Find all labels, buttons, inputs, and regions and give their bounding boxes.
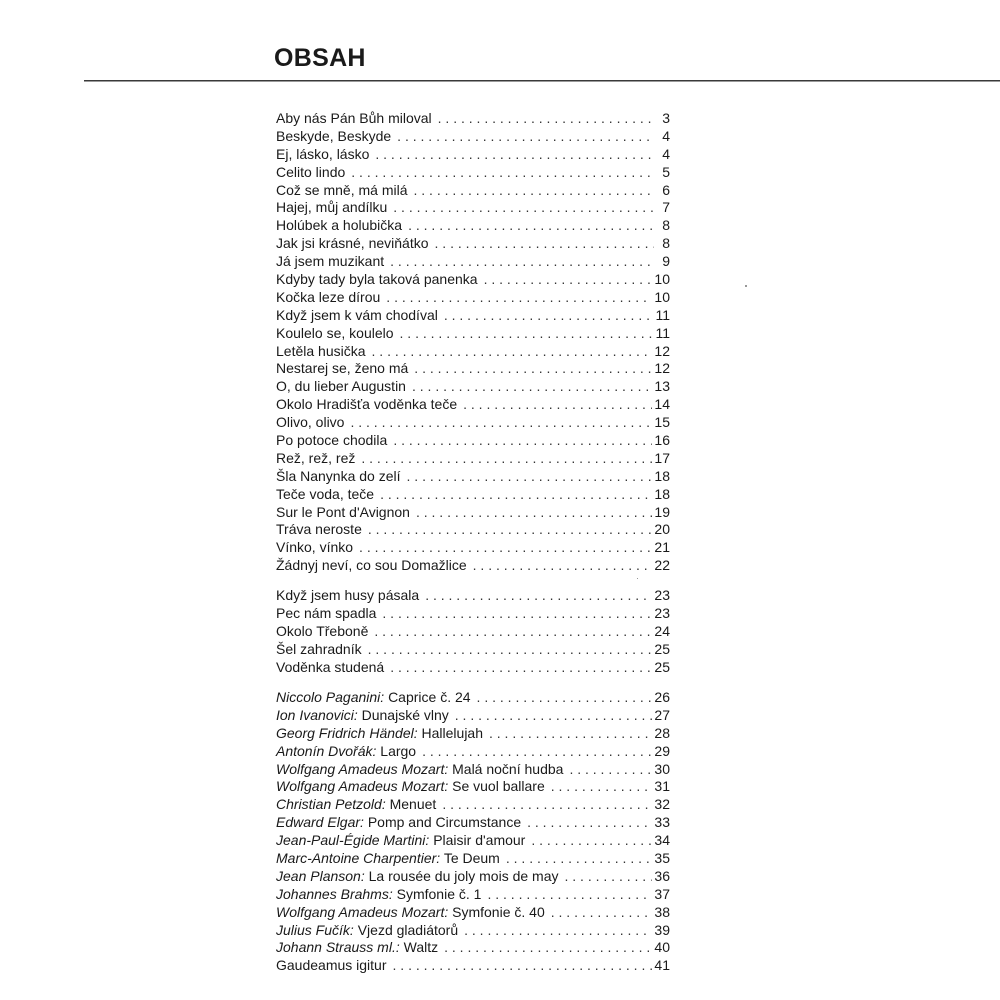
toc-entry-label xyxy=(276,414,344,432)
toc-entry-title: Caprice č. 24 xyxy=(388,689,471,705)
title-divider xyxy=(84,80,1000,82)
dot-leader xyxy=(444,307,654,325)
toc-entry-label xyxy=(276,450,355,468)
toc-entry-page-number: 29 xyxy=(654,742,670,759)
toc-entry-label xyxy=(276,939,438,957)
toc-entry-title: Holúbek a holubička xyxy=(276,217,403,234)
toc-entry xyxy=(276,957,670,975)
toc-entry xyxy=(276,253,670,271)
toc-entry-page-number: 26 xyxy=(654,689,670,705)
toc-entry-title: Což se mně, má milá xyxy=(276,181,408,198)
toc-entry-title: Koulelo se, koulelo xyxy=(276,324,394,341)
toc-entry-title: Gaudeamus igitur xyxy=(276,957,387,974)
toc-entry-page-number: 11 xyxy=(655,306,670,323)
toc-entry-page-number: 10 xyxy=(654,288,670,305)
toc-entry-label xyxy=(276,325,394,343)
toc-entry-label xyxy=(276,904,545,922)
toc-entry-page-number: 23 xyxy=(654,604,670,621)
dot-leader xyxy=(484,271,653,289)
toc-entry-composer: Jean-Paul-Égide Martini: xyxy=(276,832,430,849)
toc-entry-label xyxy=(276,605,376,623)
toc-entry xyxy=(276,605,670,623)
toc-entry-title: Šel zahradník xyxy=(276,640,362,657)
toc-entry-label xyxy=(276,539,353,557)
toc-entry-title: Když jsem k vám chodíval xyxy=(276,306,438,323)
toc-entry xyxy=(276,725,670,743)
toc-entry xyxy=(276,199,670,217)
toc-entry xyxy=(276,504,670,522)
dot-leader xyxy=(416,504,652,522)
toc-entry xyxy=(276,939,670,957)
toc-entry-composer: Niccolo Paganini: xyxy=(276,689,385,705)
toc-entry xyxy=(276,886,670,904)
toc-entry-label xyxy=(276,886,481,904)
toc-entry-label xyxy=(276,307,438,325)
toc-entry-label xyxy=(276,796,436,814)
toc-entry-title: Se vuol ballare xyxy=(452,778,545,795)
toc-entry-label xyxy=(276,521,362,539)
toc-entry-title: Vínko, vínko xyxy=(276,539,354,556)
toc-entry-title: Olivo, olivo xyxy=(276,414,345,431)
toc-entry-label xyxy=(276,850,500,868)
toc-entry-page-number: 4 xyxy=(662,145,670,162)
toc-entry-label xyxy=(276,235,429,253)
toc-entry-label xyxy=(276,922,458,940)
toc-entry-title: Jak jsi krásné, neviňátko xyxy=(276,235,429,252)
toc-entry-page-number: 16 xyxy=(654,432,670,449)
toc-entry xyxy=(276,761,670,779)
toc-entry-label xyxy=(276,814,521,832)
toc-entry-page-number: 36 xyxy=(654,867,670,884)
toc-entry-composer: Ion Ivanovici: xyxy=(276,706,358,723)
dot-leader xyxy=(464,922,652,940)
toc-entry-label xyxy=(276,587,419,605)
toc-entry-title: Tráva neroste xyxy=(276,521,362,538)
toc-entry-title: Teče voda, teče xyxy=(276,485,375,502)
toc-entry-page-number: 8 xyxy=(662,235,670,252)
toc-entry-title: Hallelujah xyxy=(421,724,483,741)
toc-section-classical-pieces xyxy=(276,689,670,975)
toc-entry-title: Sur le Pont d'Avignon xyxy=(276,503,410,520)
dot-leader xyxy=(351,164,654,182)
toc-entry-page-number: 9 xyxy=(662,253,670,270)
toc-entry-label xyxy=(276,486,374,504)
dot-leader xyxy=(393,199,654,217)
toc-entry-title: Kdyby tady byla taková panenka xyxy=(276,271,478,288)
toc-entry-page-number: 4 xyxy=(662,127,670,144)
toc-entry-page-number: 35 xyxy=(654,850,670,867)
toc-entry-page-number: 3 xyxy=(662,110,670,126)
toc-entry-page-number: 41 xyxy=(654,957,670,974)
toc-entry xyxy=(276,164,670,182)
toc-entry-label xyxy=(276,707,449,725)
toc-entry-label xyxy=(276,468,401,486)
dot-leader xyxy=(408,217,654,235)
toc-entry-page-number: 22 xyxy=(654,557,670,574)
toc-entry-page-number: 39 xyxy=(654,921,670,938)
toc-entry-label xyxy=(276,289,380,307)
dot-leader xyxy=(413,182,654,200)
dot-leader xyxy=(375,146,654,164)
toc-entry-title: Dunajské vlny xyxy=(361,706,449,723)
scan-speck xyxy=(637,578,638,579)
dot-leader xyxy=(412,378,652,396)
toc-entry-label xyxy=(276,557,467,575)
toc-entry-composer: Christian Petzold: xyxy=(276,796,386,813)
toc-entry xyxy=(276,182,670,200)
toc-entry xyxy=(276,623,670,641)
toc-entry-page-number: 24 xyxy=(654,622,670,639)
toc-entry xyxy=(276,814,670,832)
dot-leader xyxy=(368,521,653,539)
toc-entry-title: Já jsem muzikant xyxy=(276,253,385,270)
toc-entry-title: Hajej, můj andílku xyxy=(276,199,388,216)
dot-leader xyxy=(506,850,653,868)
toc-entry-label xyxy=(276,641,362,659)
toc-entry xyxy=(276,539,670,557)
toc-entry-label xyxy=(276,689,471,707)
toc-entry-page-number: 17 xyxy=(654,449,670,466)
dot-leader xyxy=(380,486,652,504)
toc-entry xyxy=(276,360,670,378)
dot-leader xyxy=(390,659,652,677)
toc-entry-page-number: 8 xyxy=(662,217,670,234)
toc-entry-page-number: 30 xyxy=(654,760,670,777)
dot-leader xyxy=(435,235,654,253)
toc-entry-page-number: 11 xyxy=(655,324,670,341)
toc-entry xyxy=(276,689,670,707)
toc-entry-page-number: 28 xyxy=(654,724,670,741)
toc-entry-title: Malá noční hudba xyxy=(452,760,564,777)
toc-entry-title: Vjezd gladiátorů xyxy=(357,921,459,938)
toc-entry-page-number: 5 xyxy=(662,163,670,180)
toc-entry-page-number: 19 xyxy=(654,503,670,520)
toc-entry-page-number: 40 xyxy=(654,939,670,956)
toc-entry xyxy=(276,796,670,814)
toc-entry-title: Celito lindo xyxy=(276,163,346,180)
toc-entry-label xyxy=(276,659,384,677)
toc-entry-title: Pec nám spadla xyxy=(276,604,377,621)
toc-entry-title: Nestarej se, ženo má xyxy=(276,360,409,377)
toc-entry-page-number: 34 xyxy=(654,832,670,849)
toc-entry-page-number: 20 xyxy=(654,521,670,538)
toc-entry-page-number: 18 xyxy=(654,485,670,502)
toc-entry-label xyxy=(276,164,345,182)
toc-entry-page-number: 25 xyxy=(654,640,670,657)
toc-entry xyxy=(276,450,670,468)
toc-entry-title: Beskyde, Beskyde xyxy=(276,127,392,144)
dot-leader xyxy=(425,587,652,605)
toc-entry xyxy=(276,128,670,146)
toc-entry-label xyxy=(276,128,391,146)
toc-entry xyxy=(276,557,670,575)
toc-entry xyxy=(276,707,670,725)
dot-leader xyxy=(372,343,653,361)
toc-entry-title: Šla Nanynka do zelí xyxy=(276,467,401,484)
toc-entry xyxy=(276,904,670,922)
toc-entry-page-number: 14 xyxy=(654,396,670,413)
toc-entry-title: O, du lieber Augustin xyxy=(276,378,406,395)
toc-entry-title: Letěla husička xyxy=(276,342,366,359)
toc-entry-title: Voděnka studená xyxy=(276,658,385,675)
toc-entry-label xyxy=(276,360,408,378)
dot-leader xyxy=(569,761,652,779)
toc-entry xyxy=(276,414,670,432)
toc-entry-title: Když jsem husy pásala xyxy=(276,587,420,603)
toc-entry-page-number: 7 xyxy=(662,199,670,216)
toc-entry-page-number: 13 xyxy=(654,378,670,395)
dot-leader xyxy=(397,128,654,146)
toc-entry xyxy=(276,271,670,289)
dot-leader xyxy=(489,725,652,743)
toc-entry xyxy=(276,146,670,164)
toc-section-children-songs xyxy=(276,587,670,676)
toc-entry xyxy=(276,659,670,677)
dot-leader xyxy=(390,253,654,271)
toc-entry-title: La rousée du joly mois de may xyxy=(368,867,559,884)
toc-entry-title: Aby nás Pán Bůh miloval xyxy=(276,110,432,126)
toc-entry-title: Symfonie č. 40 xyxy=(452,903,545,920)
toc-entry-composer: Wolfgang Amadeus Mozart: xyxy=(276,778,449,795)
toc-entry-title: Waltz xyxy=(403,939,439,956)
dot-leader xyxy=(422,743,652,761)
toc-entry xyxy=(276,641,670,659)
toc-entry-title: Okolo Hradišťa voděnka teče xyxy=(276,396,458,413)
dot-leader xyxy=(361,450,652,468)
toc-entry xyxy=(276,868,670,886)
dot-leader xyxy=(414,360,652,378)
toc-entry-title: Te Deum xyxy=(443,850,500,867)
toc-entry-composer: Antonín Dvořák: xyxy=(276,742,377,759)
toc-entry-page-number: 37 xyxy=(654,885,670,902)
toc-entry xyxy=(276,778,670,796)
toc-entry xyxy=(276,217,670,235)
dot-leader xyxy=(551,778,653,796)
toc-entry-label xyxy=(276,199,387,217)
dot-leader xyxy=(400,325,654,343)
toc-entry-label xyxy=(276,271,478,289)
toc-entry-page-number: 12 xyxy=(654,360,670,377)
toc-entry-title: Rež, rež, rež xyxy=(276,449,356,466)
toc-entry-title: Okolo Třeboně xyxy=(276,622,369,639)
toc-entry xyxy=(276,343,670,361)
toc-entry-composer: Julius Fučík: xyxy=(276,921,354,938)
toc-entry-page-number: 23 xyxy=(654,587,670,603)
dot-leader xyxy=(374,623,652,641)
toc-entry-page-number: 21 xyxy=(654,539,670,556)
toc-entry xyxy=(276,235,670,253)
toc-entry-label xyxy=(276,432,387,450)
dot-leader xyxy=(407,468,653,486)
toc-entry-composer: Jean Planson: xyxy=(276,867,365,884)
dot-leader xyxy=(350,414,652,432)
toc-entry xyxy=(276,486,670,504)
toc-entry xyxy=(276,832,670,850)
toc-entry-title: Žádnyj neví, co sou Domažlice xyxy=(276,557,467,574)
toc-entry-title: Largo xyxy=(380,742,417,759)
toc-entry-composer: Wolfgang Amadeus Mozart: xyxy=(276,760,449,777)
toc-entry-page-number: 18 xyxy=(654,467,670,484)
toc-entry-page-number: 15 xyxy=(654,414,670,431)
page-title: OBSAH xyxy=(274,44,366,72)
dot-leader xyxy=(565,868,653,886)
toc-entry-composer: Georg Fridrich Händel: xyxy=(276,724,418,741)
dot-leader xyxy=(477,689,653,707)
toc-entry xyxy=(276,110,670,128)
toc-entry-page-number: 10 xyxy=(654,271,670,288)
toc-entry xyxy=(276,432,670,450)
toc-entry-composer: Edward Elgar: xyxy=(276,814,364,831)
toc-entry-title: Plaisir d'amour xyxy=(433,832,526,849)
toc-entry-composer: Marc-Antoine Charpentier: xyxy=(276,850,441,867)
toc-entry-title: Po potoce chodila xyxy=(276,432,388,449)
toc-entry xyxy=(276,378,670,396)
dot-leader xyxy=(463,396,652,414)
toc-entry-title: Kočka leze dírou xyxy=(276,288,381,305)
toc-entry xyxy=(276,325,670,343)
toc-entry-label xyxy=(276,343,366,361)
toc-entry-title: Pomp and Circumstance xyxy=(367,814,522,831)
dot-leader xyxy=(487,886,652,904)
toc-entry-label xyxy=(276,725,483,743)
toc-entry-page-number: 33 xyxy=(654,814,670,831)
toc-entry-page-number: 6 xyxy=(662,181,670,198)
dot-leader xyxy=(455,707,653,725)
toc-entry-page-number: 12 xyxy=(654,342,670,359)
toc-entry-label xyxy=(276,623,368,641)
toc-entry xyxy=(276,521,670,539)
scan-speck xyxy=(745,285,747,287)
dot-leader xyxy=(442,796,652,814)
toc-entry-label xyxy=(276,396,457,414)
toc-entry-label xyxy=(276,182,407,200)
toc-entry-label xyxy=(276,778,545,796)
toc-entry-page-number: 27 xyxy=(654,706,670,723)
dot-leader xyxy=(551,904,653,922)
toc-section-folk-songs xyxy=(276,110,670,575)
dot-leader xyxy=(368,641,653,659)
toc-entry xyxy=(276,396,670,414)
dot-leader xyxy=(527,814,652,832)
toc-entry xyxy=(276,468,670,486)
dot-leader xyxy=(531,832,652,850)
toc-entry-label xyxy=(276,761,563,779)
toc-entry-label xyxy=(276,253,384,271)
toc-entry-page-number: 31 xyxy=(654,778,670,795)
toc-entry xyxy=(276,743,670,761)
toc-entry xyxy=(276,289,670,307)
toc-entry-page-number: 32 xyxy=(654,796,670,813)
toc-entry-page-number: 25 xyxy=(654,658,670,675)
toc-entry-label xyxy=(276,146,369,164)
toc-entry-composer: Johannes Brahms: xyxy=(276,885,393,902)
dot-leader xyxy=(444,939,652,957)
toc-entry-label xyxy=(276,217,402,235)
toc-entry xyxy=(276,587,670,605)
toc-entry xyxy=(276,850,670,868)
toc-entry-label xyxy=(276,868,559,886)
toc-entry-label xyxy=(276,110,432,128)
dot-leader xyxy=(473,557,653,575)
dot-leader xyxy=(359,539,652,557)
toc-entry xyxy=(276,922,670,940)
dot-leader xyxy=(393,432,652,450)
dot-leader xyxy=(386,289,652,307)
dot-leader xyxy=(393,957,653,975)
toc-entry-label xyxy=(276,504,410,522)
toc-entry-composer: Johann Strauss ml.: xyxy=(276,939,400,956)
toc-entry-title: Symfonie č. 1 xyxy=(396,885,482,902)
toc-entry-composer: Wolfgang Amadeus Mozart: xyxy=(276,903,449,920)
dot-leader xyxy=(438,110,654,128)
toc-entry-label xyxy=(276,957,387,975)
toc-entry-label xyxy=(276,832,525,850)
toc-entry-label xyxy=(276,743,416,761)
dot-leader xyxy=(382,605,652,623)
toc-entry-title: Menuet xyxy=(389,796,437,813)
toc-entry-title: Ej, lásko, lásko xyxy=(276,145,370,162)
toc-entry-label xyxy=(276,378,406,396)
toc-entry-page-number: 38 xyxy=(654,903,670,920)
toc-entry xyxy=(276,307,670,325)
